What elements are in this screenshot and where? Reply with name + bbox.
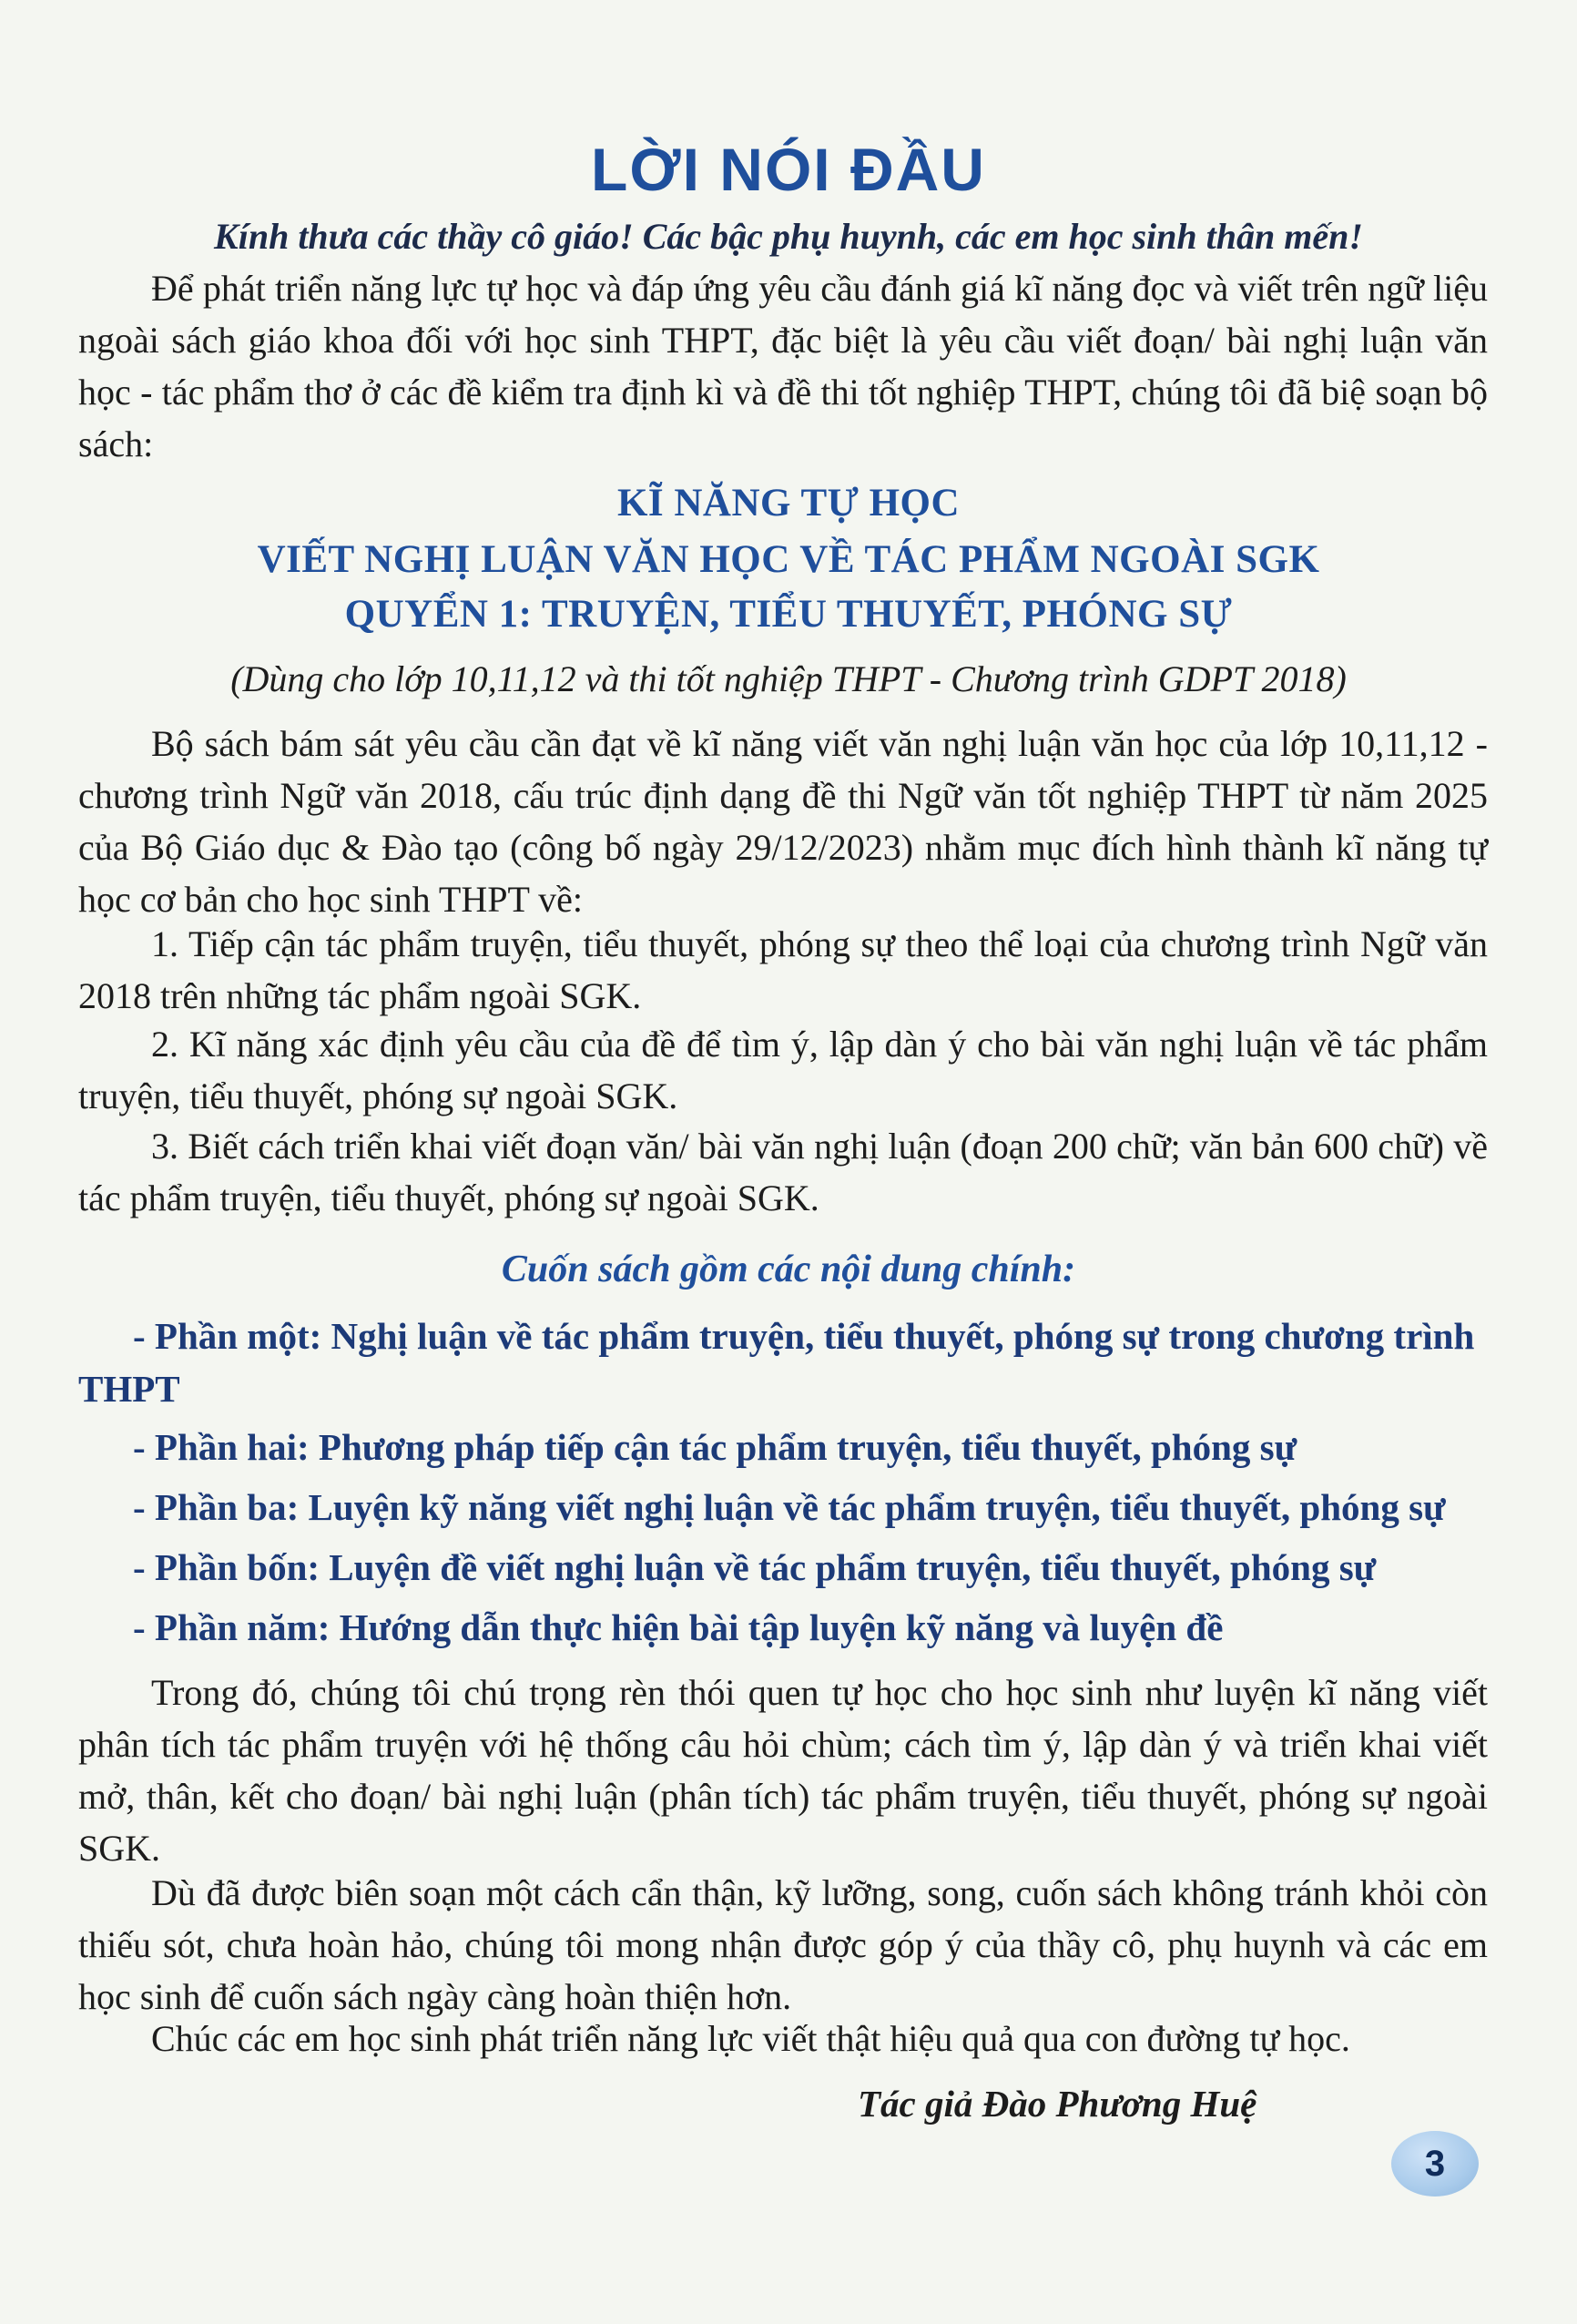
goal-item: 1. Tiếp cận tác phẩm truyện, tiểu thuyết, phóng sự theo thể loại của chương trình Ngữ văn 2018 trên những tác phẩm ngoài SGK.	[78, 923, 1488, 1016]
goal-item: 3. Biết cách triển khai viết đoạn văn/ bài văn nghị luận (đoạn 200 chữ; văn bản 600 chữ) về tác phẩm truyện, tiểu thuyết, phóng sự ngoài SGK.	[78, 1126, 1488, 1218]
wish-paragraph: Chúc các em học sinh phát triển năng lực viết thật hiệu quả qua con đường tự học.	[151, 2018, 1350, 2059]
goal-item: 2. Kĩ năng xác định yêu cầu của đề để tìm ý, lập dàn ý cho bài văn nghị luận về tác phẩm truyện, tiểu thuyết, phóng sự ngoài SGK.	[78, 1024, 1488, 1116]
author-signature: Tác giả Đào Phương Huệ	[858, 2083, 1257, 2125]
usage-note: (Dùng cho lớp 10,11,12 và thi tốt nghiệp THPT - Chương trình GDPT 2018)	[230, 658, 1347, 699]
focus-paragraph: Trong đó, chúng tôi chú trọng rèn thói quen tự học cho học sinh như luyện kĩ năng viết phân tích tác phẩm truyện với hệ thống câu hỏi chùm; cách tìm ý, lập dàn ý và triển khai viết mở, thân, kết cho đoạn/ bài nghị luận (phân tích) tác phẩm truyện, tiểu thuyết, phóng sự ngoài SGK.	[78, 1672, 1488, 1869]
part-item: - Phần một: Nghị luận về tác phẩm truyện, tiểu thuyết, phóng sự trong chương trình THPT	[78, 1315, 1475, 1410]
part-item: - Phần bốn: Luyện đề viết nghị luận về tác phẩm truyện, tiểu thuyết, phóng sự	[133, 1546, 1377, 1588]
contents-heading: Cuốn sách gồm các nội dung chính:	[501, 1249, 1076, 1290]
intro-paragraph: Để phát triển năng lực tự học và đáp ứng yêu cầu đánh giá kĩ năng đọc và viết trên ngữ liệu ngoài sách giáo khoa đối với học sinh THPT, đặc biệt là yêu cầu viết đoạn/ bài nghị luận văn học - tác phẩm thơ ở các đề kiểm tra định kì và đề thi tốt nghiệp THPT, chúng tôi đã biệ soạn bộ sách:	[78, 268, 1488, 464]
part-item: - Phần ba: Luyện kỹ năng viết nghị luận về tác phẩm truyện, tiểu thuyết, phóng sự	[133, 1486, 1446, 1528]
book-title-line-3: QUYỂN 1: TRUYỆN, TIỂU THUYẾT, PHÓNG SỰ	[344, 593, 1233, 636]
book-title-line-1: KĨ NĂNG TỰ HỌC	[616, 482, 961, 525]
book-title-line-2: VIẾT NGHỊ LUẬN VĂN HỌC VỀ TÁC PHẨM NGOÀI SGK	[257, 538, 1320, 581]
description-paragraph: Bộ sách bám sát yêu cầu cần đạt về kĩ năng viết văn nghị luận văn học của lớp 10,11,12 - chương trình Ngữ văn 2018, cấu trúc định dạng đề thi Ngữ văn tốt nghiệp THPT từ năm 2025 của Bộ Giáo dục & Đào tạo (công bố ngày 29/12/2023) nhằm mục đích hình thành kĩ năng tự học cơ bản cho học sinh THPT về:	[78, 723, 1488, 920]
part-item: - Phần năm: Hướng dẫn thực hiện bài tập luyện kỹ năng và luyện đề	[133, 1606, 1224, 1648]
part-item: - Phần hai: Phương pháp tiếp cận tác phẩm truyện, tiểu thuyết, phóng sự	[133, 1426, 1297, 1468]
greeting: Kính thưa các thầy cô giáo! Các bậc phụ huynh, các em học sinh thân mến!	[214, 216, 1363, 257]
apology-paragraph: Dù đã được biên soạn một cách cẩn thận, kỹ lưỡng, song, cuốn sách không tránh khỏi còn thiếu sót, chưa hoàn hảo, chúng tôi mong nhận được góp ý của thầy cô, phụ huynh và các em học sinh để cuốn sách ngày càng hoàn thiện hơn.	[78, 1872, 1488, 2017]
page-number-badge: 3	[1391, 2131, 1479, 2197]
page-title: LỜI NÓI ĐẦU	[591, 136, 986, 203]
